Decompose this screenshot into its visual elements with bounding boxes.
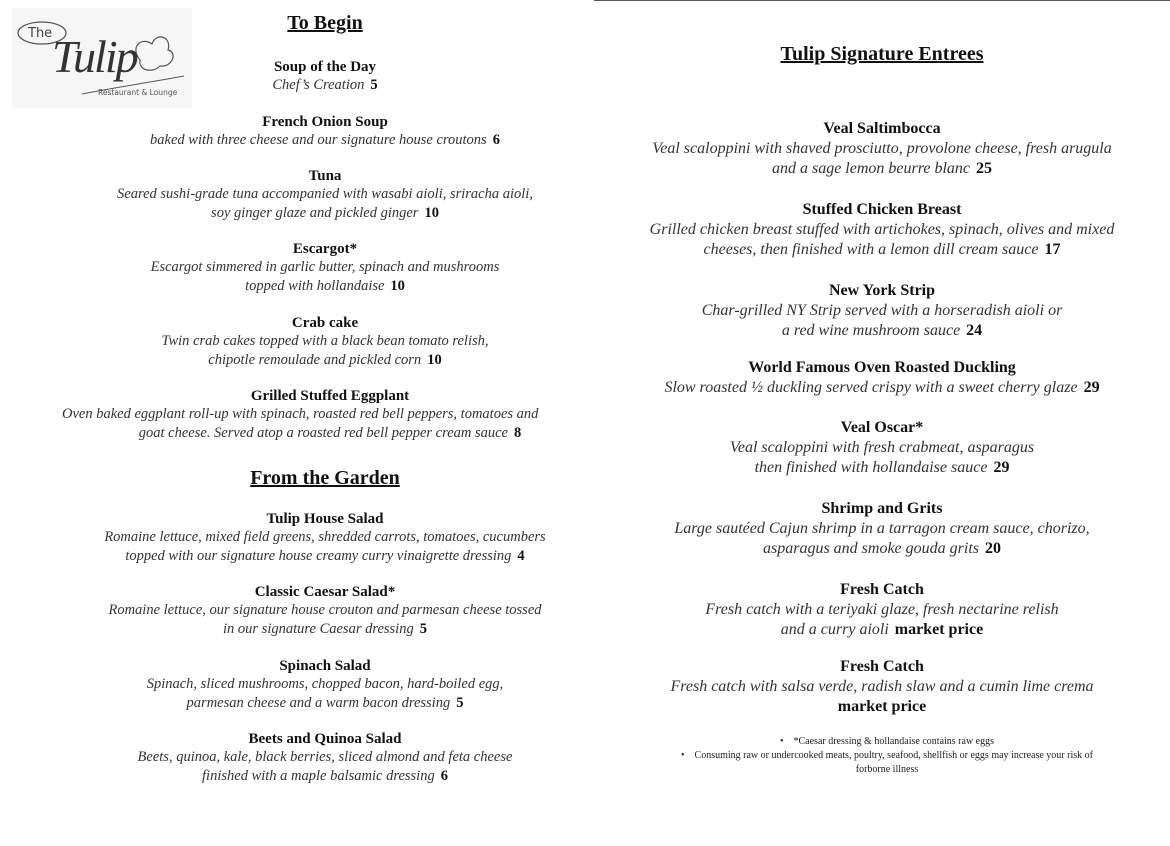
footnote-continuation: forborne illness xyxy=(855,764,919,775)
menu-item xyxy=(594,418,1170,478)
item-price: market price xyxy=(837,698,927,715)
item-description-line: Escargot simmered in garlic butter, spinach and mushrooms xyxy=(150,259,500,275)
menu-item xyxy=(594,358,1170,398)
item-name: Soup of the Day xyxy=(273,59,377,75)
item-price: 8 xyxy=(514,425,522,441)
menu-item xyxy=(60,167,590,223)
item-description-line: Romaine lettuce, mixed field greens, shredded carrots, tomatoes, cucumbers xyxy=(104,529,546,545)
item-description-line: Seared sushi-grade tuna accompanied with wasabi aioli, sriracha aioli, xyxy=(117,186,533,202)
menu-item xyxy=(60,58,590,95)
item-description: then finished with hollandaise sauce 29 xyxy=(754,459,1010,476)
footnote: • *Caesar dressing & hollandaise contains raw eggs xyxy=(779,736,995,747)
item-name: Stuffed Chicken Breast xyxy=(802,201,962,218)
item-price: 10 xyxy=(424,205,439,221)
item-description-line: Spinach, sliced mushrooms, chopped bacon, hard-boiled egg, xyxy=(146,676,504,692)
item-description: soy ginger glaze and pickled ginger 10 xyxy=(211,205,439,221)
item-name: Escargot* xyxy=(292,241,358,257)
item-description: parmesan cheese and a warm bacon dressing 5 xyxy=(186,695,464,711)
section-title-from-the-garden: From the Garden xyxy=(250,467,400,489)
item-description: baked with three cheese and our signature house croutons 6 xyxy=(150,132,500,148)
item-price: 5 xyxy=(419,621,427,637)
item-description-line: Oven baked eggplant roll-up with spinach, roasted red bell peppers, tomatoes and xyxy=(62,406,539,422)
item-price: 6 xyxy=(492,132,500,148)
item-name: Shrimp and Grits xyxy=(821,500,943,517)
item-name: French Onion Soup xyxy=(262,114,388,130)
bullet-icon: • xyxy=(681,750,685,761)
item-description: goat cheese. Served atop a roasted red bell pepper cream sauce 8 xyxy=(138,425,522,441)
item-description: topped with hollandaise 10 xyxy=(245,278,405,294)
item-price: 6 xyxy=(440,768,448,784)
item-description-line: Romaine lettuce, our signature house crouton and parmesan cheese tossed xyxy=(108,602,542,618)
item-description: and a sage lemon beurre blanc 25 xyxy=(771,160,993,177)
item-description: asparagus and smoke gouda grits 20 xyxy=(762,540,1001,557)
logo-prefix: The xyxy=(28,26,53,41)
item-description: topped with our signature house creamy curry vinaigrette dressing 4 xyxy=(125,548,525,564)
item-description: Slow roasted ½ duckling served crispy with a sweet cherry glaze 29 xyxy=(664,379,1100,396)
item-name: Veal Saltimbocca xyxy=(823,120,941,137)
menu-item xyxy=(594,200,1170,260)
menu-item xyxy=(594,499,1170,559)
section-title-to-begin: To Begin xyxy=(287,12,363,34)
item-price: 25 xyxy=(976,160,993,177)
item-description-line: Beets, quinoa, kale, black berries, sliced almond and feta cheese xyxy=(137,749,513,765)
item-description: a red wine mushroom sauce 24 xyxy=(781,322,983,339)
item-description: finished with a maple balsamic dressing 6 xyxy=(202,768,448,784)
item-name: Fresh Catch xyxy=(840,658,924,675)
item-description-line: Veal scaloppini with shaved prosciutto, provolone cheese, fresh arugula xyxy=(652,140,1112,157)
logo-name: Tulip xyxy=(52,31,137,82)
item-name: Tuna xyxy=(308,168,342,184)
menu-footnotes xyxy=(634,735,1140,777)
item-description: chipotle remoulade and pickled corn 10 xyxy=(208,352,442,368)
item-price: 5 xyxy=(370,77,378,93)
item-name: Fresh Catch xyxy=(840,581,924,598)
item-description-line: Grilled chicken breast stuffed with artichokes, spinach, olives and mixed xyxy=(649,221,1115,238)
menu-item xyxy=(60,657,590,713)
item-name: Veal Oscar* xyxy=(840,419,924,436)
item-price: 29 xyxy=(1083,379,1100,396)
logo-tagline: Restaurant & Lounge xyxy=(98,88,178,97)
item-description-line: Fresh catch with salsa verde, radish slaw and a cumin lime crema xyxy=(670,678,1094,695)
footnote: • Consuming raw or undercooked meats, poultry, seafood, shellfish or eggs may increase your risk of xyxy=(681,750,1093,761)
item-price: 24 xyxy=(966,322,983,339)
item-price: 4 xyxy=(517,548,525,564)
item-description: and a curry aioli market price xyxy=(780,621,984,638)
item-price: 10 xyxy=(390,278,405,294)
item-price: market price xyxy=(894,621,984,638)
menu-item xyxy=(0,387,590,443)
item-description xyxy=(594,697,1170,717)
menu-item xyxy=(60,240,590,296)
menu-item xyxy=(594,580,1170,640)
item-description-line: Twin crab cakes topped with a black bean tomato relish, xyxy=(161,333,489,349)
section-title-signature-entrees: Tulip Signature Entrees xyxy=(780,43,984,65)
bullet-icon: • xyxy=(779,736,784,747)
item-name: Beets and Quinoa Salad xyxy=(248,731,402,747)
menu-item xyxy=(60,113,590,150)
item-name: Classic Caesar Salad* xyxy=(254,584,396,600)
item-price: 10 xyxy=(427,352,442,368)
menu-item xyxy=(60,583,590,639)
menu-item xyxy=(594,657,1170,717)
item-price: 5 xyxy=(456,695,464,711)
item-description-line: Char-grilled NY Strip served with a horseradish aioli or xyxy=(701,302,1063,319)
entrees-page xyxy=(594,0,1170,846)
item-description: cheeses, then finished with a lemon dill cream sauce 17 xyxy=(703,241,1061,258)
item-name: Crab cake xyxy=(291,315,359,331)
item-price: 29 xyxy=(993,459,1010,476)
item-description-line: Fresh catch with a teriyaki glaze, fresh nectarine relish xyxy=(705,601,1059,618)
menu-item xyxy=(60,730,590,786)
item-name: Spinach Salad xyxy=(279,658,371,674)
item-name: World Famous Oven Roasted Duckling xyxy=(748,359,1016,376)
menu-item xyxy=(594,119,1170,179)
item-description: Chef’s Creation 5 xyxy=(272,77,378,93)
item-price: 17 xyxy=(1044,241,1061,258)
item-name: Tulip House Salad xyxy=(266,511,384,527)
item-price: 20 xyxy=(985,540,1001,557)
menu-item xyxy=(60,510,590,566)
menu-item xyxy=(594,281,1170,341)
item-description-line: Large sautéed Cajun shrimp in a tarragon cream sauce, chorizo, xyxy=(674,520,1090,537)
item-description-line: Veal scaloppini with fresh crabmeat, asparagus xyxy=(729,439,1035,456)
item-description: in our signature Caesar dressing 5 xyxy=(223,621,427,637)
menu-item xyxy=(60,314,590,370)
item-name: Grilled Stuffed Eggplant xyxy=(250,388,410,404)
item-name: New York Strip xyxy=(828,282,936,299)
